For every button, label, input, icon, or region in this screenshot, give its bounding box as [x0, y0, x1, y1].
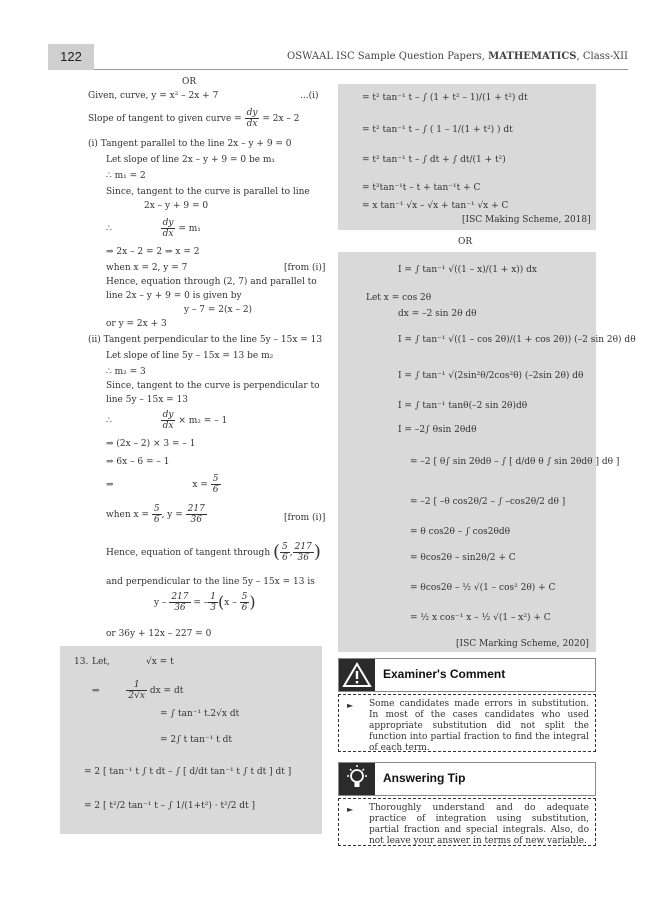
math-line: I = –2∫ θsin 2θdθ — [398, 425, 477, 435]
math-line: = –2 [ θ∫ sin 2θdθ – ∫ [ d/dθ θ ∫ sin 2θdθ ] dθ ] — [410, 457, 620, 467]
text-line: ⇒ 6x – 6 = – 1 — [106, 457, 170, 467]
text-line: Let, — [92, 657, 110, 667]
header-rule — [94, 69, 628, 70]
examiners-comment-header — [338, 658, 596, 692]
running-title: OSWAAL ISC Sample Question Papers, MATHEMATICS, Class-XII — [287, 51, 628, 62]
math-line: √x = t — [146, 657, 174, 667]
text-line: ⇒ 2x – 2 = 2 ⇒ x = 2 — [106, 247, 200, 257]
math-line: I = ∫ tan⁻¹ √((1 – cos 2θ)/(1 + cos 2θ)) (–2 sin 2θ) dθ — [398, 335, 636, 345]
math-line: Let x = cos 2θ — [366, 293, 432, 303]
text-line: 2x – y + 9 = 0 — [144, 201, 209, 211]
text-line: Hence, equation of tangent through ( $\frac{5}{6}$ , $\frac{217}{36}$ ) — [106, 541, 321, 563]
text-line: line 5y – 15x = 13 — [106, 395, 189, 405]
text-line: or y = 2x + 3 — [106, 319, 167, 329]
question-number: 13. — [74, 657, 89, 667]
fraction: $\frac{dy}{dx}$ — [162, 218, 174, 239]
fraction: $\frac{5}{6}$ — [212, 474, 219, 495]
fraction: $\frac{5}{6}$ — [241, 592, 248, 613]
text-line: when x = $\frac{5}{6}$ , y = $\frac{217}{36}$ — [106, 504, 205, 525]
fraction: $\frac{217}{36}$ — [294, 542, 312, 563]
math-line: = t² tan⁻¹ t – ∫ (1 + t² – 1)/(1 + t²) dt — [362, 93, 528, 103]
pointer-icon: ► — [347, 701, 354, 710]
math-line: = x tan⁻¹ √x – √x + tan⁻¹ √x + C — [362, 201, 509, 211]
math-line: = 2 [ tan⁻¹ t ∫ t dt – ∫ [ d/dt tan⁻¹ t ∫ t dt ] dt ] — [84, 767, 292, 777]
answering-tip-title: Answering Tip — [383, 771, 466, 785]
lightbulb-icon — [339, 763, 375, 795]
text-line: ⇒ x = $\frac{5}{6}$ — [106, 474, 219, 495]
math-line: = θcos2θ – ½ √(1 – cos² 2θ) + C — [410, 583, 556, 593]
math-line: = 2∫ t tan⁻¹ t dt — [160, 735, 233, 745]
math-line: = 2 [ t²/2 tan⁻¹ t – ∫ 1/(1+t²) · t²/2 dt ] — [84, 801, 256, 811]
math-line: = ½ x cos⁻¹ x – ½ √(1 – x²) + C — [410, 613, 551, 623]
text-line: Since, tangent to the curve is perpendicular to — [106, 381, 320, 391]
fraction: $\frac{5}{6}$ — [282, 542, 288, 563]
math-line: ⇒ $\frac{1}{2√x}$ dx = dt — [92, 680, 184, 701]
text-line: Hence, equation through (2, 7) and parallel to — [106, 277, 317, 287]
text-line: and perpendicular to the line 5y – 15x = 13 is — [106, 577, 315, 587]
or-divider: OR — [458, 237, 473, 247]
page-number: 122 — [48, 44, 94, 70]
text-line: Let slope of line 5y – 15x = 13 be m₂ — [106, 351, 274, 361]
reference: [from (i)] — [284, 513, 326, 523]
math-line: I = ∫ tan⁻¹ tanθ(–2 sin 2θ)dθ — [398, 401, 528, 411]
text-line: Since, tangent to the curve is parallel to line — [106, 187, 310, 197]
fraction: $\frac{217}{36}$ — [187, 504, 205, 525]
text-line: ∴ m₁ = 2 — [106, 171, 146, 181]
warning-icon — [339, 659, 375, 691]
pointer-icon: ► — [347, 805, 354, 814]
math-line: = θ cos2θ – ∫ cos2θdθ — [410, 527, 511, 537]
fraction: $\frac{1}{2√x}$ — [128, 680, 145, 701]
solution-continued-panel — [338, 84, 596, 230]
fraction: $\frac{217}{36}$ — [171, 592, 189, 613]
alternate-solution-panel — [338, 252, 636, 652]
answering-tip-header — [338, 762, 596, 796]
text-line: ∴ $\frac{dy}{dx}$ × m₂ = – 1 — [106, 410, 228, 431]
reference: [ISC Making Scheme, 2018] — [462, 215, 591, 225]
fraction: $\frac{5}{6}$ — [153, 504, 160, 525]
math-line: = t² tan⁻¹ t – ∫ ( 1 – 1/(1 + t²) ) dt — [362, 125, 513, 135]
text-line: when x = 2, y = 7 — [106, 263, 188, 273]
text-line: y – $\frac{217}{36}$ = – $\frac{1}{3}$ (x – $\frac{5}{6}$ ) — [154, 592, 256, 613]
part-heading: (ii) Tangent perpendicular to the line 5y – 15x = 13 — [88, 335, 323, 345]
examiners-comment-body: ► Some candidates made errors in substitution. In most of the cases candidates who used appropriate substitution did not split the function into partial fraction to find the integral of each term. — [338, 694, 596, 752]
fraction: $\frac{dy}{dx}$ — [246, 108, 258, 129]
text-line: ⇒ (2x – 2) × 3 = – 1 — [106, 439, 196, 449]
math-line: dx = –2 sin 2θ dθ — [398, 309, 477, 319]
text-line: Slope of tangent to given curve = $\frac{dy}{dx}$ = 2x – 2 — [88, 108, 300, 129]
reference: [from (i)] — [284, 263, 326, 273]
reference: [ISC Marking Scheme, 2020] — [456, 639, 589, 649]
text-line: ∴ m₂ = 3 — [106, 367, 146, 377]
text-line: ∴ $\frac{dy}{dx}$ = m₁ — [106, 218, 201, 239]
text-line: Let slope of line 2x – y + 9 = 0 be m₁ — [106, 155, 276, 165]
math-line: = ∫ tan⁻¹ t.2√x dt — [160, 709, 240, 719]
math-line: = –2 [ –θ cos2θ/2 – ∫ –cos2θ/2 dθ ] — [410, 497, 566, 507]
or-divider: OR — [182, 77, 197, 87]
fraction: $\frac{1}{3}$ — [210, 592, 217, 613]
math-line: = t² tan⁻¹ t – ∫ dt + ∫ dt/(1 + t²) — [362, 155, 506, 165]
part-heading: (i) Tangent parallel to the line 2x – y + 9 = 0 — [88, 139, 292, 149]
text-line: y – 7 = 2(x – 2) — [184, 305, 253, 315]
examiners-comment-title: Examiner's Comment — [383, 667, 506, 681]
text-line: or 36y + 12x – 227 = 0 — [106, 629, 212, 639]
answering-tip-body: ► Thoroughly understand and do adequate practice of integration using substitution, partial fraction and special integrals. Also, do not leave your answer in terms of new variable. — [338, 798, 596, 846]
math-line: I = ∫ tan⁻¹ √(2sin²θ/2cos²θ) (–2sin 2θ) dθ — [398, 371, 584, 381]
page-header — [48, 44, 628, 72]
equation-ref: ...(i) — [300, 91, 319, 101]
math-line: = t²tan⁻¹t – t + tan⁻¹t + C — [362, 183, 481, 193]
text-line: line 2x – y + 9 = 0 is given by — [106, 291, 242, 301]
fraction: $\frac{dy}{dx}$ — [162, 410, 174, 431]
math-line: = θcos2θ – sin2θ/2 + C — [410, 553, 516, 563]
question-13-panel — [60, 646, 322, 834]
text-line: Given, curve, y = x² – 2x + 7 — [88, 91, 219, 101]
math-line: I = ∫ tan⁻¹ √((1 – x)/(1 + x)) dx — [398, 265, 537, 275]
